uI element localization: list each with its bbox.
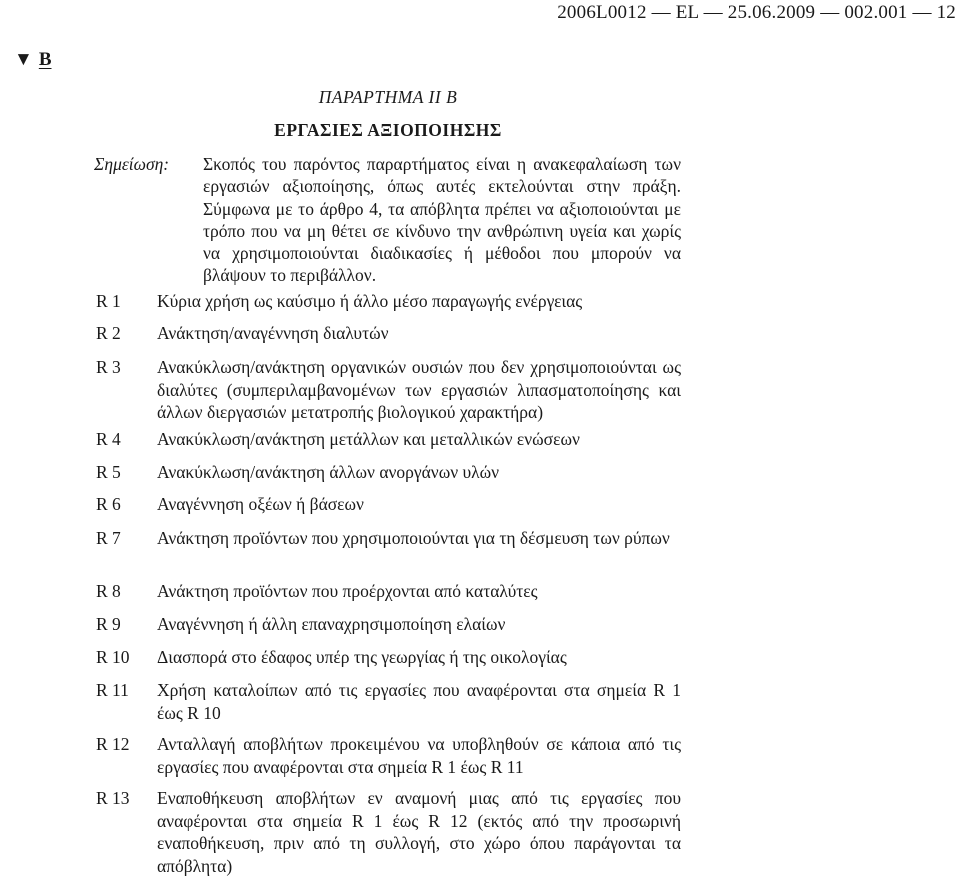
operation-code: R 5 bbox=[96, 462, 121, 482]
annex-title: ΠΑΡΑΡΤΗΜΑ ΙΙ Β bbox=[318, 87, 458, 107]
operation-code: R 1 bbox=[96, 291, 121, 311]
operation-description: Ανάκτηση προϊόντων που προέρχονται από καταλύτες bbox=[157, 581, 538, 601]
operation-code: R 9 bbox=[96, 614, 121, 634]
marker-letter: B bbox=[38, 49, 52, 70]
operation-description: Ανάκτηση/αναγέννηση διαλυτών bbox=[157, 323, 389, 343]
operation-code: R 12 bbox=[96, 734, 130, 754]
triangle-down-icon: ▼ bbox=[14, 49, 33, 70]
document-reference: 2006L0012 — EL — 25.06.2009 — 002.001 — 12 bbox=[557, 2, 956, 23]
note-label: Σημείωση: bbox=[94, 154, 170, 174]
operation-code: R 8 bbox=[96, 581, 121, 601]
section-title: ΕΡΓΑΣΙΕΣ ΑΞΙΟΠΟΙΗΣΗΣ bbox=[274, 120, 502, 140]
operation-description: Αναγέννηση οξέων ή βάσεων bbox=[157, 494, 364, 514]
operation-code: R 10 bbox=[96, 647, 130, 667]
operation-description: Ανακύκλωση/ανάκτηση μετάλλων και μεταλλικών ενώσεων bbox=[157, 429, 580, 449]
operation-description: Διασπορά στο έδαφος υπέρ της γεωργίας ή της οικολογίας bbox=[157, 647, 567, 667]
operation-description: Ανάκτηση προϊόντων που χρησιμοποιούνται για τη δέσμευση των ρύπων bbox=[157, 528, 670, 548]
operation-description: Ανταλλαγή αποβλήτων προκειμένου να υποβληθούν σε κάποια από τις εργασίες που αναφέρονται στα σημεία R 1 έως R 11 bbox=[157, 734, 681, 777]
operation-code: R 11 bbox=[96, 680, 129, 700]
operation-description: Αναγέννηση ή άλλη επαναχρησιμοποίηση ελαίων bbox=[157, 614, 506, 634]
operation-description: Ανακύκλωση/ανάκτηση άλλων ανοργάνων υλών bbox=[157, 462, 500, 482]
operation-description: Ανακύκλωση/ανάκτηση οργανικών ουσιών που δεν χρησιμοποιούνται ως διαλύτες (συμπεριλαμβανομένων των εργασιών λιπασματοποίησης και άλλων διεργασιών μετατροπής βιολογικού χαρακτήρα) bbox=[157, 357, 681, 422]
note-text: Σκοπός του παρόντος παραρτήματος είναι η ανακεφαλαίωση των εργασιών αξιοποίησης, όπως αυτές εκτελούνται στην πράξη. Σύμφωνα με το άρθρο 4, τα απόβλητα πρέπει να αξιοποιούνται με τρόπο που να μη θέτει σε κίνδυνο την ανθρώπινη υγεία και χωρίς να χρησιμοποιούνται διαδικασίες ή μέθοδοι που μπορούν να βλάψουν το περιβάλλον. bbox=[203, 154, 681, 286]
operation-code: R 4 bbox=[96, 429, 121, 449]
operation-description: Χρήση καταλοίπων από τις εργασίες που αναφέρονται στα σημεία R 1 έως R 10 bbox=[157, 680, 681, 723]
operation-description: Εναποθήκευση αποβλήτων εν αναμονή μιας από τις εργασίες που αναφέρονται στα σημεία R 1 έως R 12 (εκτός από την προσωρινή εναποθήκευση, πριν από τη συλλογή, στο χώρο όπου παράγονται τα απόβλητα) bbox=[157, 788, 681, 876]
operation-description: Κύρια χρήση ως καύσιμο ή άλλο μέσο παραγωγής ενέργειας bbox=[157, 291, 583, 311]
consolidation-marker[interactable] bbox=[14, 48, 52, 72]
operation-code: R 2 bbox=[96, 323, 121, 343]
operation-code: R 13 bbox=[96, 788, 130, 808]
operation-code: R 3 bbox=[96, 357, 121, 377]
operation-code: R 6 bbox=[96, 494, 121, 514]
operation-code: R 7 bbox=[96, 528, 121, 548]
